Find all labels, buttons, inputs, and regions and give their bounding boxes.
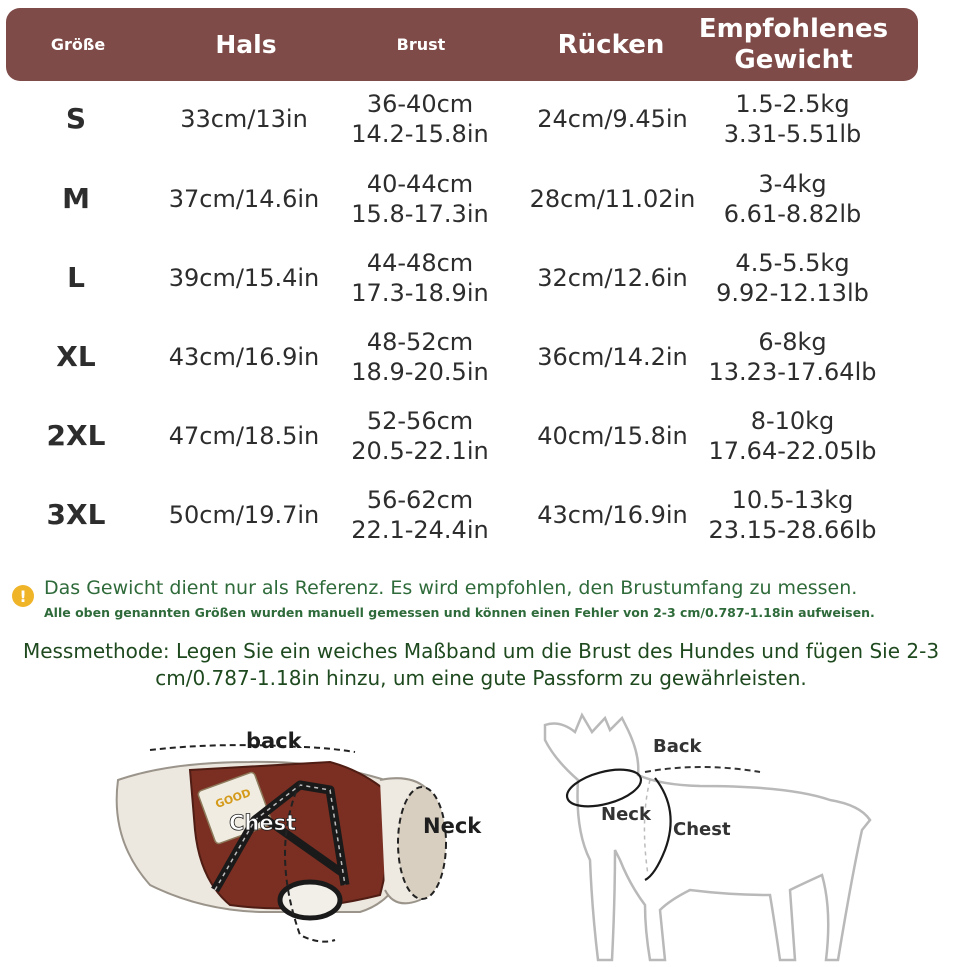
header-weight bbox=[696, 8, 891, 81]
cell-back-text: 32cm/12.6in bbox=[537, 264, 688, 292]
cell-weight bbox=[690, 164, 895, 234]
cell-back bbox=[510, 401, 715, 471]
header-weight-line2: Gewicht bbox=[734, 44, 853, 75]
cell-size-text: M bbox=[62, 182, 90, 215]
cell-chest-text: 56-62cm bbox=[366, 486, 474, 514]
cell-size bbox=[16, 480, 136, 550]
cell-weight-text: 3-4kg bbox=[758, 170, 827, 198]
cell-neck bbox=[154, 322, 334, 392]
cell-neck-text: 50cm/19.7in bbox=[168, 501, 320, 529]
cell-weight-text: 4.5-5.5kg bbox=[735, 249, 850, 277]
header-neck: Hals bbox=[215, 30, 277, 59]
table-row bbox=[0, 164, 962, 234]
cell-back-text: 36cm/14.2in bbox=[537, 343, 688, 371]
cell-chest bbox=[330, 401, 510, 471]
measurement-illustration bbox=[0, 700, 962, 967]
cell-weight bbox=[690, 322, 895, 392]
measurement-method bbox=[0, 638, 962, 692]
cell-chest-text: 14.2-15.8in bbox=[351, 120, 489, 148]
size-table-header bbox=[6, 8, 918, 81]
cell-neck bbox=[154, 401, 334, 471]
cell-size bbox=[16, 164, 136, 234]
cell-chest-text: 44-48cm bbox=[366, 249, 474, 277]
cell-back-text: 43cm/16.9in bbox=[537, 501, 688, 529]
method-line-1: Messmethode: Legen Sie ein weiches Maßband um die Brust des Hundes und fügen Sie 2-3 bbox=[22, 639, 940, 663]
cell-size-text: XL bbox=[56, 340, 96, 373]
cell-size bbox=[16, 84, 136, 154]
cell-weight bbox=[690, 243, 895, 313]
cell-weight-text: 6-8kg bbox=[758, 328, 827, 356]
note-main-text: Das Gewicht dient nur als Referenz. Es wird empfohlen, den Brustumfang zu messen. bbox=[44, 577, 858, 599]
cell-weight bbox=[690, 84, 895, 154]
cell-chest-text: 18.9-20.5in bbox=[351, 358, 489, 386]
cell-size bbox=[16, 243, 136, 313]
dog-outline-illustration bbox=[545, 715, 870, 960]
cell-neck-text: 33cm/13in bbox=[180, 105, 308, 133]
cell-back-text: 24cm/9.45in bbox=[537, 105, 688, 133]
cell-weight-text: 6.61-8.82lb bbox=[723, 200, 862, 228]
method-line-2: cm/0.787-1.18in hinzu, um eine gute Passform zu gewährleisten. bbox=[155, 666, 807, 690]
cell-weight-text: 3.31-5.51lb bbox=[723, 120, 862, 148]
coat-back-label: back bbox=[246, 729, 302, 753]
coat-chest-label: Chest bbox=[229, 811, 297, 835]
note-sub-text: Alle oben genannten Größen wurden manuell gemessen und können einen Fehler von 2-3 cm/0.787-1.18in aufweisen. bbox=[44, 605, 875, 620]
header-chest: Brust bbox=[396, 35, 446, 54]
cell-back-text: 40cm/15.8in bbox=[537, 422, 688, 450]
table-row bbox=[0, 480, 962, 550]
cell-weight bbox=[690, 401, 895, 471]
cell-chest-text: 20.5-22.1in bbox=[351, 437, 489, 465]
table-row bbox=[0, 84, 962, 154]
cell-size-text: L bbox=[67, 261, 85, 294]
cell-chest bbox=[330, 480, 510, 550]
cell-chest bbox=[330, 84, 510, 154]
cell-neck bbox=[154, 480, 334, 550]
cell-chest bbox=[330, 322, 510, 392]
cell-back bbox=[510, 243, 715, 313]
cell-neck bbox=[154, 84, 334, 154]
cell-chest-text: 36-40cm bbox=[366, 90, 474, 118]
table-row bbox=[0, 401, 962, 471]
header-size: Größe bbox=[50, 35, 106, 54]
cell-size bbox=[16, 322, 136, 392]
cell-weight-text: 10.5-13kg bbox=[731, 486, 854, 514]
dog-back-label: Back bbox=[653, 736, 702, 757]
cell-back bbox=[510, 480, 715, 550]
header-weight-line1: Empfohlenes bbox=[698, 13, 889, 44]
table-row bbox=[0, 243, 962, 313]
dog-chest-label: Chest bbox=[673, 819, 731, 840]
cell-size-text: S bbox=[65, 102, 87, 135]
reference-note bbox=[44, 574, 954, 624]
cell-size bbox=[16, 401, 136, 471]
cell-neck bbox=[154, 243, 334, 313]
dog-coat-illustration bbox=[117, 729, 483, 942]
header-back: Rücken bbox=[557, 29, 665, 60]
cell-weight bbox=[690, 480, 895, 550]
warning-icon: ! bbox=[12, 585, 34, 607]
cell-weight-text: 8-10kg bbox=[750, 407, 835, 435]
cell-neck bbox=[154, 164, 334, 234]
cell-neck-text: 43cm/16.9in bbox=[168, 343, 320, 371]
dog-neck-label: Neck bbox=[601, 804, 651, 825]
cell-weight-text: 1.5-2.5kg bbox=[735, 90, 850, 118]
cell-weight-text: 23.15-28.66lb bbox=[708, 516, 877, 544]
cell-chest-text: 15.8-17.3in bbox=[351, 200, 489, 228]
table-row bbox=[0, 322, 962, 392]
cell-back bbox=[510, 84, 715, 154]
cell-size-text: 2XL bbox=[46, 419, 106, 452]
cell-chest-text: 22.1-24.4in bbox=[351, 516, 489, 544]
cell-neck-text: 47cm/18.5in bbox=[168, 422, 320, 450]
cell-neck-text: 37cm/14.6in bbox=[168, 185, 320, 213]
cell-weight-text: 9.92-12.13lb bbox=[716, 279, 869, 307]
cell-chest-text: 48-52cm bbox=[366, 328, 474, 356]
cell-chest-text: 17.3-18.9in bbox=[351, 279, 489, 307]
cell-neck-text: 39cm/15.4in bbox=[168, 264, 320, 292]
cell-back bbox=[510, 322, 715, 392]
cell-size-text: 3XL bbox=[46, 498, 106, 531]
coat-neck-label: Neck bbox=[423, 814, 482, 838]
cell-chest-text: 52-56cm bbox=[366, 407, 474, 435]
cell-chest bbox=[330, 164, 510, 234]
cell-back-text: 28cm/11.02in bbox=[529, 185, 696, 213]
cell-weight-text: 17.64-22.05lb bbox=[708, 437, 877, 465]
cell-chest bbox=[330, 243, 510, 313]
cell-chest-text: 40-44cm bbox=[366, 170, 474, 198]
cell-weight-text: 13.23-17.64lb bbox=[708, 358, 877, 386]
coat-logo-text: GOOD bbox=[213, 786, 253, 811]
cell-back bbox=[510, 164, 715, 234]
